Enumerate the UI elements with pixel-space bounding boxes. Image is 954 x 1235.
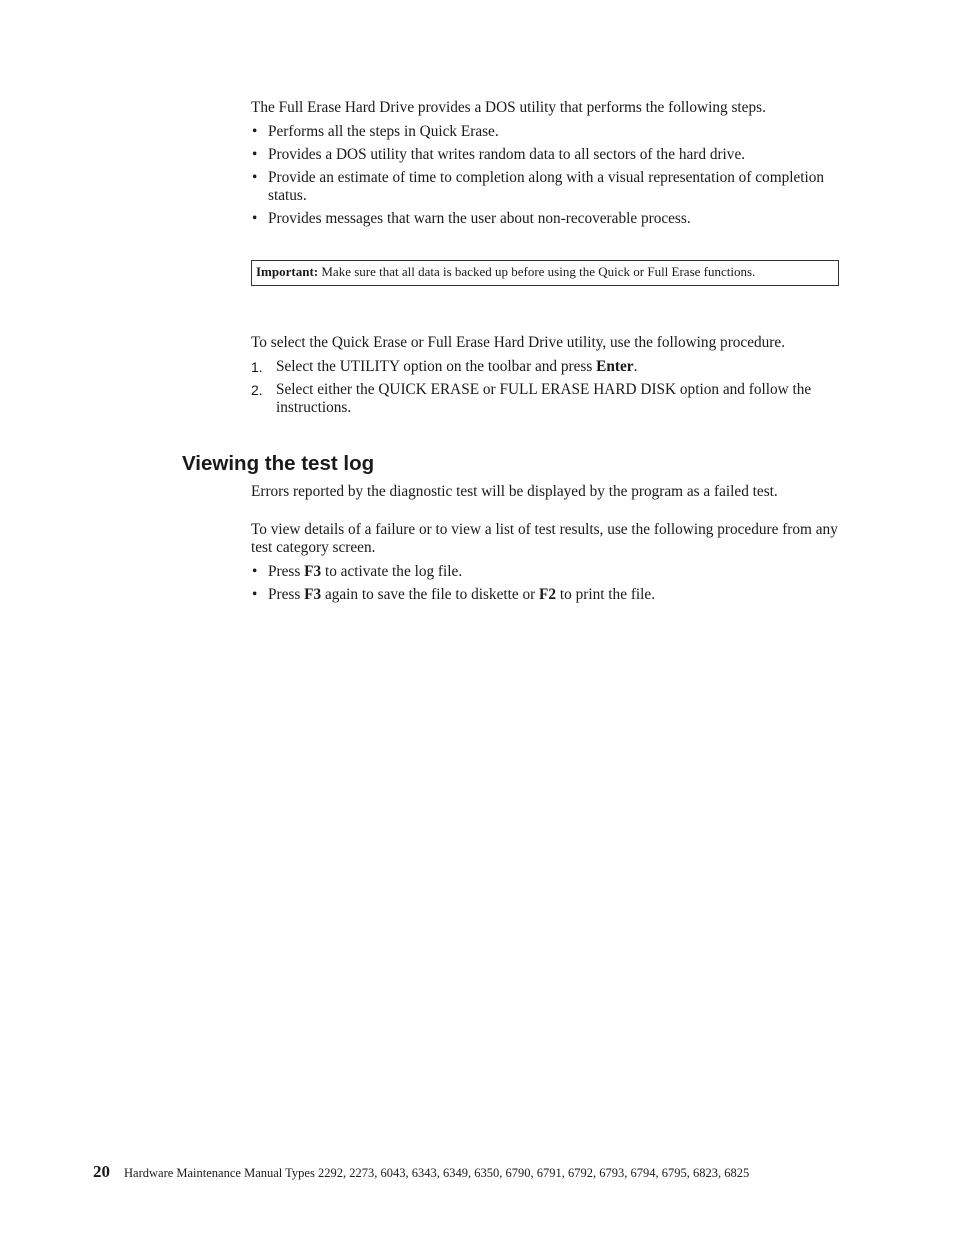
- enter-key: Enter: [596, 358, 634, 375]
- list-item: • Press F3 to activate the log file.: [251, 563, 841, 581]
- step-1: 1. Select the UTILITY option on the toolbar and press Enter.: [251, 358, 638, 375]
- section-heading: Viewing the test log: [182, 452, 375, 475]
- list-item: • Provide an estimate of time to completion along with a visual representation of completion status.: [251, 169, 841, 205]
- f3-key: F3: [304, 563, 322, 580]
- list-item: • Performs all the steps in Quick Erase.: [251, 123, 841, 141]
- step-number: 2.: [251, 382, 263, 398]
- procedure-section: [251, 334, 841, 417]
- view-details-paragraph: To view details of a failure or to view a list of test results, use the following procedure from any test category screen.: [251, 521, 838, 556]
- step-2: 2. Select either the QUICK ERASE or FULL ERASE HARD DISK option and follow the instructions.: [251, 381, 812, 416]
- note-label: Important:: [256, 264, 319, 279]
- f2-key: F2: [539, 586, 557, 603]
- step-number: 1.: [251, 359, 263, 375]
- procedure-intro: To select the Quick Erase or Full Erase Hard Drive utility, use the following procedure.: [251, 334, 786, 351]
- important-note: [251, 260, 839, 286]
- errors-paragraph: Errors reported by the diagnostic test will be displayed by the program as a failed test.: [251, 483, 778, 500]
- erase-section: [251, 99, 841, 228]
- note-text: Make sure that all data is backed up before using the Quick or Full Erase functions.: [321, 264, 756, 279]
- list-item: • Provides messages that warn the user about non-recoverable process.: [251, 210, 841, 228]
- page-number: 20: [93, 1162, 110, 1181]
- full-erase-intro: The Full Erase Hard Drive provides a DOS utility that performs the following steps.: [251, 99, 766, 116]
- footer-text: Hardware Maintenance Manual Types 2292, 2273, 6043, 6343, 6349, 6350, 6790, 6791, 6792, 6793, 6794, 6795, 6823, 6825: [124, 1166, 750, 1180]
- test-log-section: [251, 483, 841, 604]
- f3-key: F3: [304, 586, 322, 603]
- list-item: • Press F3 again to save the file to diskette or F2 to print the file.: [251, 586, 841, 604]
- list-item: • Provides a DOS utility that writes random data to all sectors of the hard drive.: [251, 146, 841, 164]
- page-footer: [93, 1162, 749, 1182]
